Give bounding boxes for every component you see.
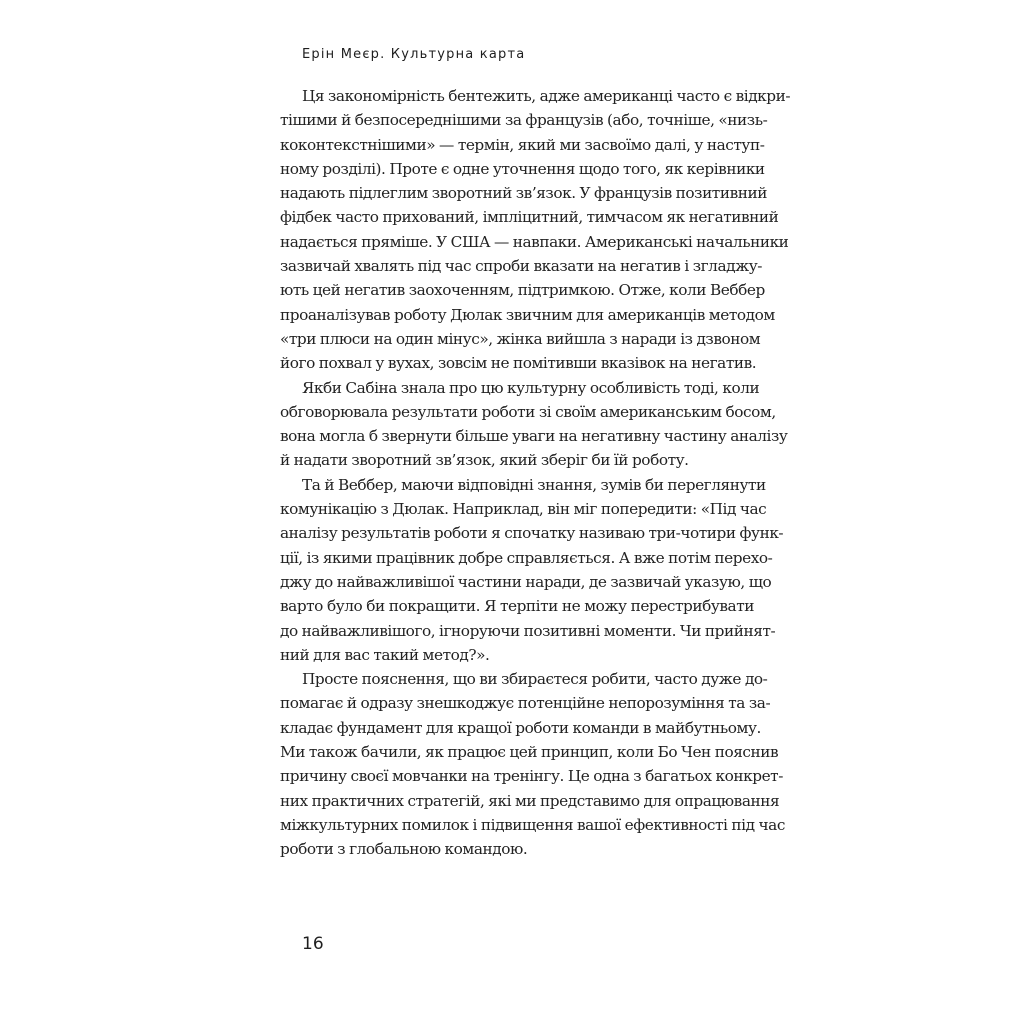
paragraph-2 <box>280 376 788 473</box>
text-line: «три плюси на один мінус», жінка вийшла з наради із дзвоном <box>280 329 761 348</box>
text-line: тішими й безпосереднішими за французів (або, точніше, «низь- <box>280 111 768 130</box>
text-line: ють цей негатив заохоченням, підтримкою. Отже, коли Веббер <box>280 281 765 300</box>
page-number: 16 <box>302 934 324 954</box>
text-line: ний для вас такий метод?». <box>280 645 490 664</box>
text-line: Просте пояснення, що ви збираєтеся робити, часто дуже до- <box>302 670 768 689</box>
text-line: ному розділі). Проте є одне уточнення щодо того, як керівники <box>280 159 765 178</box>
text-line: джу до найважливішої частини наради, де зазвичай указую, що <box>280 572 772 591</box>
text-line: проаналізував роботу Дюлак звичним для американців методом <box>280 305 775 324</box>
paragraph-4 <box>280 667 785 861</box>
text-line: надається пряміше. У США — навпаки. Американські начальники <box>280 232 789 251</box>
text-line: до найважливішого, ігноруючи позитивні моменти. Чи прийнят- <box>280 621 776 640</box>
text-line: обговорювала результати роботи зі своїм американським босом, <box>280 402 776 421</box>
text-line: Ця закономірність бентежить, адже американці часто є відкри- <box>302 87 791 105</box>
text-line: надають підлеглим зворотний зв’язок. У французів позитивний <box>280 184 767 203</box>
text-line: Якби Сабіна знала про цю культурну особливість тоді, коли <box>302 378 760 397</box>
text-line: кладає фундамент для кращої роботи команди в майбутньому. <box>280 718 761 737</box>
text-line: аналізу результатів роботи я спочатку називаю три-чотири функ- <box>280 524 784 543</box>
text-line: міжкультурних помилок і підвищення вашої ефективності під час <box>280 815 785 834</box>
text-line: причину своєї мовчанки на тренінгу. Це одна з багатьох конкрет- <box>280 767 783 786</box>
text-line: його похвал у вухах, зовсім не помітивши вказівок на негатив. <box>280 354 757 373</box>
body-text <box>280 84 791 862</box>
paragraph-1 <box>280 84 791 376</box>
text-line: й надати зворотний зв’язок, який зберіг би їй роботу. <box>280 451 689 470</box>
text-line: коконтекстнішими» — термін, який ми засвоїмо далі, у наступ- <box>280 135 765 154</box>
text-line: роботи з глобальною командою. <box>280 840 528 859</box>
paragraph-3 <box>280 473 784 667</box>
text-line: Ми також бачили, як працює цей принцип, коли Бо Чен пояснив <box>280 743 779 762</box>
text-line: комунікацію з Дюлак. Наприклад, він міг попередити: «Під час <box>280 500 767 519</box>
text-line: варто було би покращити. Я терпіти не можу перестрибувати <box>280 597 754 616</box>
text-line: Та й Веббер, маючи відповідні знання, зумів би переглянути <box>302 475 766 494</box>
text-line: вона могла б звернути більше уваги на негативну частину аналізу <box>280 427 788 446</box>
text-line: помагає й одразу знешкоджує потенційне непорозуміння та за- <box>280 694 771 713</box>
running-head: Ерін Меєр. Культурна карта <box>302 47 526 62</box>
text-line: ції, із якими працівник добре справляється. А вже потім перехо- <box>280 548 773 567</box>
text-line: зазвичай хвалять під час спроби вказати на негатив і згладжу- <box>280 257 762 276</box>
text-line: фідбек часто прихований, імпліцитний, тимчасом як негативний <box>280 208 779 227</box>
text-line: них практичних стратегій, які ми представимо для опрацювання <box>280 791 780 810</box>
